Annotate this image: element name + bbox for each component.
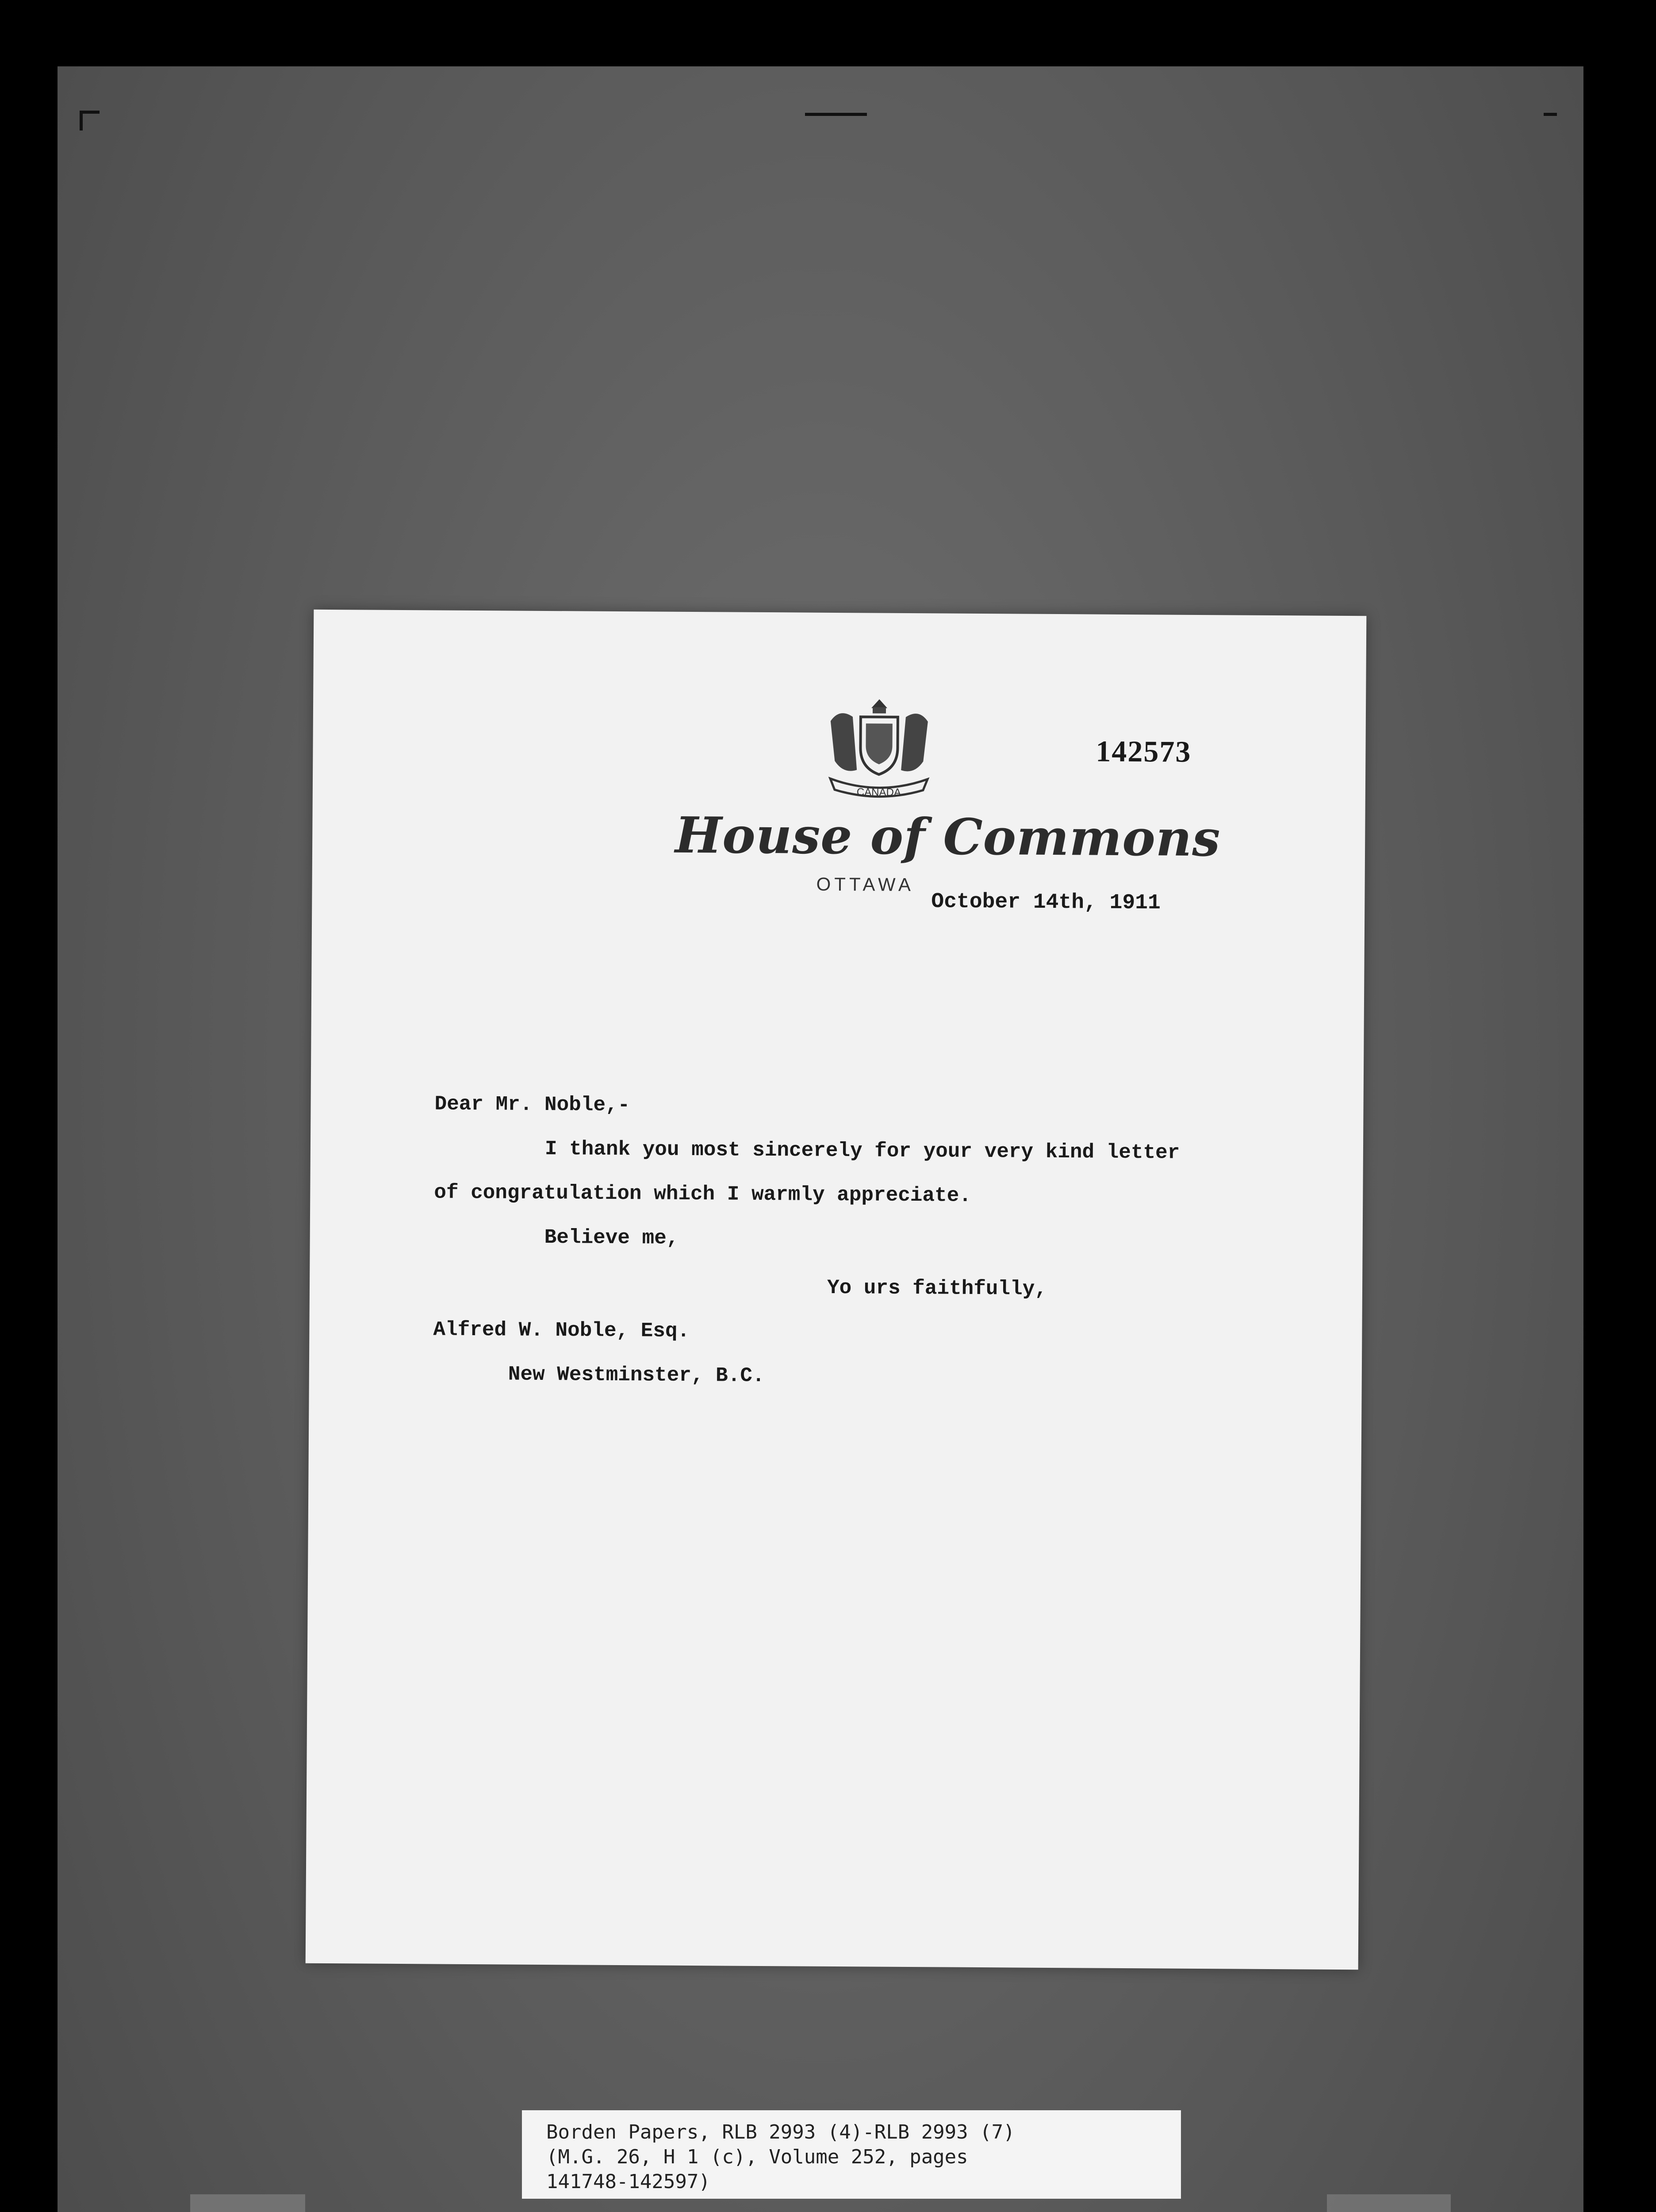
reference-slip [522,2110,1181,2199]
reference-line: 141748-142597) [546,2170,710,2193]
body-line: of congratulation which I warmly appreciate. [434,1181,972,1207]
frame-top-mark [805,113,867,116]
letter-page [306,610,1367,1970]
frame-corner-mark [80,111,83,131]
letterhead-city: OTTAWA [816,873,915,895]
body-line: I thank you most sincerely for your very kind letter [544,1137,1180,1164]
recipient-city: New Westminster, B.C. [508,1363,765,1388]
recipient-name: Alfred W. Noble, Esq. [433,1318,690,1343]
coat-of-arms-icon [813,690,946,806]
closing-line: Believe me, [544,1225,679,1250]
reference-line: (M.G. 26, H 1 (c), Volume 252, pages [546,2146,968,2168]
crest-motto: CANADA [856,786,901,799]
tape-strip [190,2194,305,2212]
frame-corner-mark [1544,113,1557,116]
document-number: 142573 [1096,734,1192,768]
reference-line: Borden Papers, RLB 2993 (4)-RLB 2993 (7) [546,2121,1015,2143]
letterhead-title: House of Commons [675,806,1221,868]
letter-date: October 14th, 1911 [931,890,1161,915]
salutation: Dear Mr. Noble,- [434,1092,630,1117]
closing-line: Yo urs faithfully, [827,1276,1047,1301]
tape-strip [1327,2194,1451,2212]
